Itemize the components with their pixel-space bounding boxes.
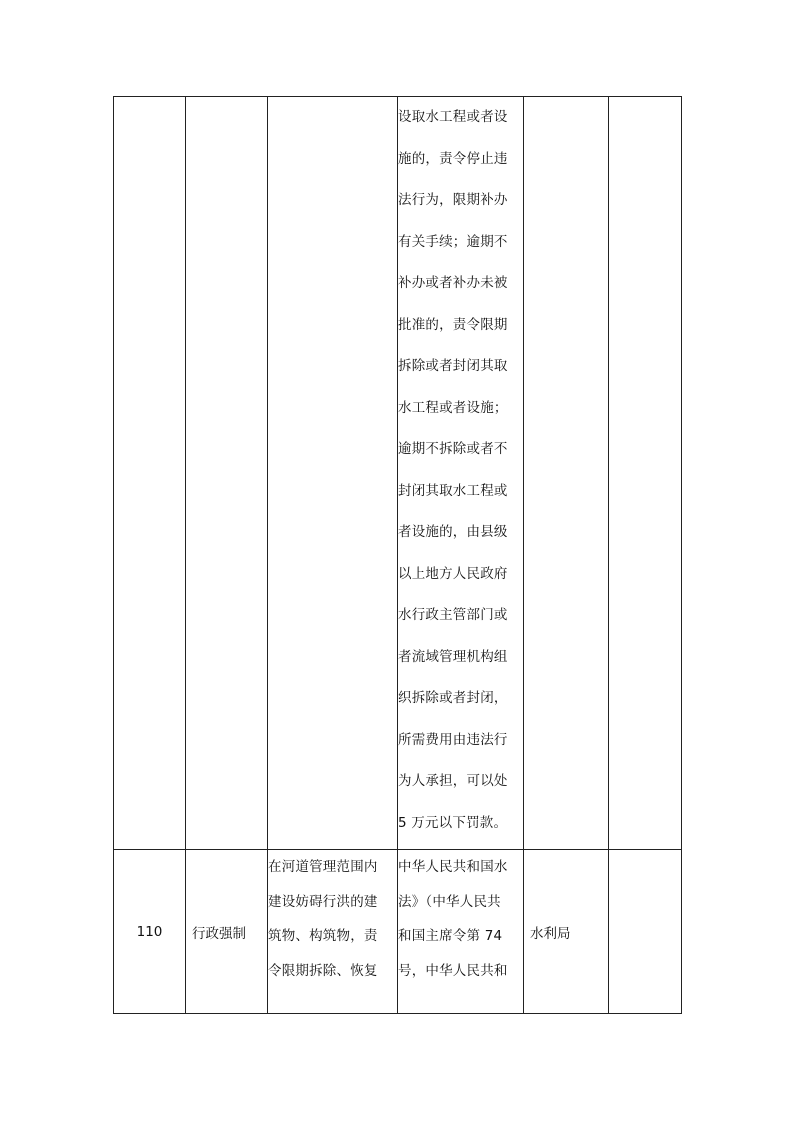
text-line: 所需费用由违法行 (398, 731, 508, 748)
number-cell: 110 (114, 850, 186, 1014)
text-line: 施的，责令停止违 (398, 150, 508, 167)
text-line: 有关手续；逾期不 (398, 233, 508, 250)
remark-cell (609, 850, 682, 1014)
text-line: 补办或者补办未被 (398, 275, 508, 291)
text-line: 号，中华人民共和 (398, 962, 508, 979)
text-line: 拆除或者封闭其取 (398, 358, 508, 374)
text-line: 为人承担，可以处 (398, 773, 508, 789)
item-cell (268, 850, 398, 1014)
text-line: 封闭其取水工程或 (398, 482, 508, 499)
text-line: 逾期不拆除或者不 (398, 441, 508, 457)
text-line: 令限期拆除、恢复 (268, 962, 378, 979)
text-line: 以上地方人民政府 (398, 565, 508, 582)
text-line: 5 万元以下罚款。 (398, 814, 508, 831)
text-line: 设取水工程或者设 (398, 109, 508, 125)
table-row-110 (114, 850, 682, 1014)
text-line: 中华人民共和国水 (398, 859, 508, 875)
text-line: 者流域管理机构组 (398, 648, 508, 665)
department-cell: 水利局 (524, 850, 609, 1014)
text-line: 水工程或者设施； (398, 399, 508, 416)
basis-cell (398, 97, 524, 850)
text-line: 在河道管理范围内 (268, 859, 378, 875)
table-row-continued (114, 97, 682, 850)
text-line: 批准的，责令限期 (398, 316, 508, 333)
department-cell (524, 97, 609, 850)
text-line: 水行政主管部门或 (398, 607, 508, 623)
category-cell: 行政强制 (186, 850, 268, 1014)
text-line: 者设施的，由县级 (398, 524, 508, 540)
text-line: 和国主席令第 74 (398, 928, 503, 944)
text-line: 筑物、构筑物，责 (268, 928, 378, 944)
text-line: 法行为，限期补办 (398, 192, 508, 208)
text-line: 法》（中华人民共 (398, 893, 501, 910)
basis-cell (398, 850, 524, 1014)
category-cell (186, 97, 268, 850)
item-cell (268, 97, 398, 850)
number-cell (114, 97, 186, 850)
text-line: 织拆除或者封闭， (398, 690, 508, 706)
power-list-table (113, 96, 682, 1014)
remark-cell (609, 97, 682, 850)
text-line: 建设妨碍行洪的建 (268, 893, 378, 910)
